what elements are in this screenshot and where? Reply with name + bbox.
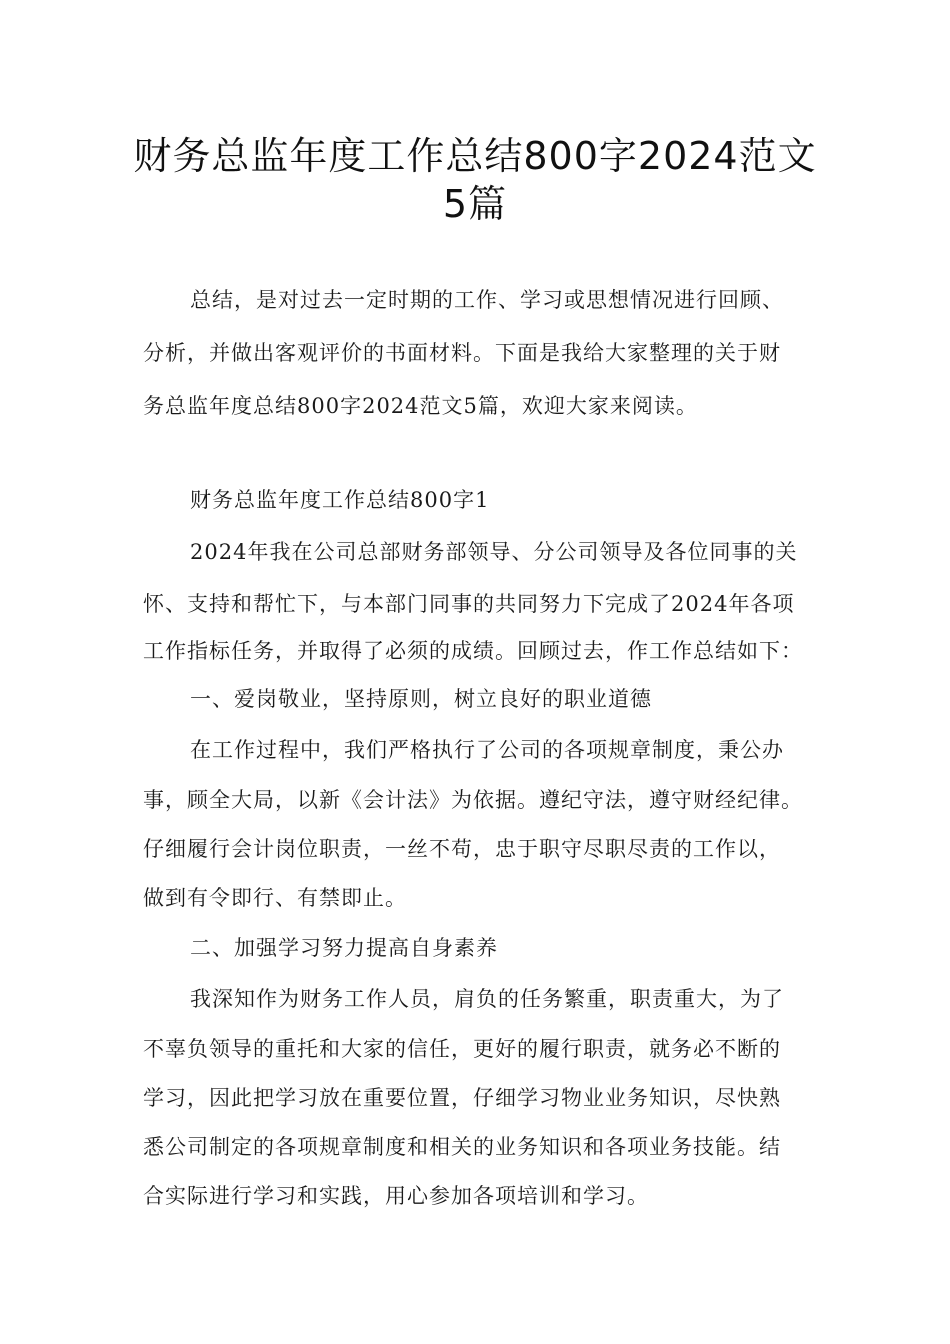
paragraph-line: 事，顾全大局，以新《会计法》为依据。遵纪守法，遵守财经纪律。 [143,788,803,812]
paragraph-line: 在工作过程中，我们严格执行了公司的各项规章制度，秉公办 [190,738,784,762]
subheading-2: 二、加强学习努力提高自身素养 [190,936,498,960]
paragraph-line: 合实际进行学习和实践，用心参加各项培训和学习。 [143,1184,649,1208]
subheading-1: 一、爱岗敬业，坚持原则，树立良好的职业道德 [190,687,652,711]
paragraph-line: 学习，因此把学习放在重要位置，仔细学习物业业务知识，尽快熟 [143,1086,781,1110]
intro-line-3: 务总监年度总结800字2024范文5篇，欢迎大家来阅读。 [143,394,698,418]
paragraph-line: 仔细履行会计岗位职责，一丝不苟，忠于职守尽职尽责的工作以， [143,837,781,861]
paragraph-line: 我深知作为财务工作人员，肩负的任务繁重，职责重大，为了 [190,987,784,1011]
paragraph-line: 怀、支持和帮忙下，与本部门同事的共同努力下完成了2024年各项 [143,592,795,616]
paragraph-line: 工作指标任务，并取得了必须的成绩。回顾过去，作工作总结如下： [143,639,803,663]
paragraph-line: 做到有令即行、有禁即止。 [143,886,407,910]
intro-line-2: 分析，并做出客观评价的书面材料。下面是我给大家整理的关于财 [143,341,781,365]
paragraph-line: 2024年我在公司总部财务部领导、分公司领导及各位同事的关 [190,540,798,564]
paragraph-line: 悉公司制定的各项规章制度和相关的业务知识和各项业务技能。结 [143,1135,781,1159]
section-heading-1: 财务总监年度工作总结800字1 [190,488,490,512]
document-title-line-1: 财务总监年度工作总结800字2024范文 [133,134,817,178]
intro-line-1: 总结，是对过去一定时期的工作、学习或思想情况进行回顾、 [190,288,784,312]
document-title-line-2: 5篇 [442,182,508,226]
paragraph-line: 不辜负领导的重托和大家的信任，更好的履行职责，就务必不断的 [143,1037,781,1061]
